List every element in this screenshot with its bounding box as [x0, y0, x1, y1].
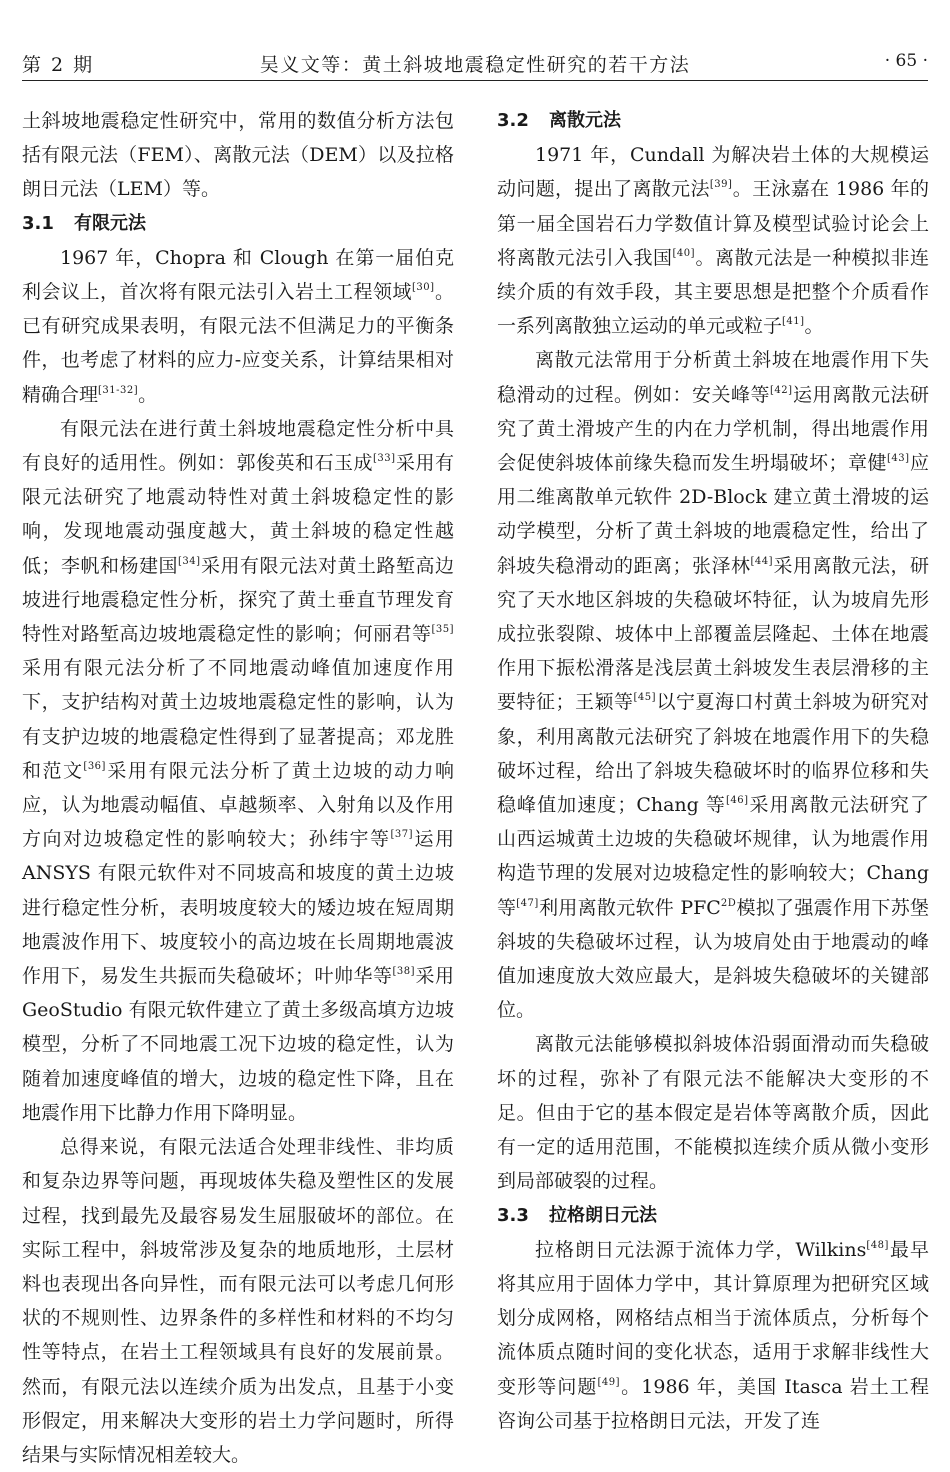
running-header [22, 50, 928, 81]
left-column [22, 104, 454, 1472]
page-number: · 65 · [884, 51, 928, 71]
citation-45: [45] [633, 692, 657, 704]
paragraph-intro-continued: 土斜坡地震稳定性研究中，常用的数值分析方法包括有限元法（FEM）、离散元法（DEM）以及拉格朗日元法（LEM）等。 [22, 110, 454, 201]
section-title: 拉格朗日元法 [549, 1204, 657, 1226]
pfc-superscript: 2D [720, 897, 737, 909]
citation-43: [43] [886, 453, 910, 465]
section-number: 3.3 [497, 1204, 529, 1226]
citation-46: [46] [725, 795, 749, 807]
citation-42: [42] [769, 384, 793, 396]
paragraph-dem-applications: 离散元法常用于分析黄土斜坡在地震作用下失稳滑动的过程。例如：安关峰等[42]运用离散元法研究了黄土滑坡产生的内在力学机制，得出地震作用会促使斜坡体前缘失稳而发生坍塌破坏；章健[43]应用二维离散单元软件 2D-Block 建立黄土滑坡的运动学模型，分析了黄土斜坡的地震稳定性，给出了斜坡失稳滑动的距离；张泽林[44]采用离散元法，研究了天水地区斜坡的失稳破坏特征，认为坡肩先形成拉张裂隙、坡体中上部覆盖层隆起、土体在地震作用下振松滑落是浅层黄土斜坡发生表层滑移的主要特征；王颖等[45]以宁夏海口村黄土斜坡为研究对象，利用离散元法研究了斜坡在地震作用下的失稳破坏过程，给出了斜坡失稳破坏时的临界位移和失稳峰值加速度；Chang 等[46]采用离散元法研究了山西运城黄土边坡的失稳破坏规律，认为地震作用构造节理的发展对边坡稳定性的影响较大；Chang 等[47]利用离散元软件 $PFC^{2D}$模拟了强震作用下苏堡斜坡的失稳破坏过程，认为坡肩处由于地震动的峰值加速度放大效应最大，是斜坡失稳破坏的关键部位。 [497, 349, 929, 1022]
citation-40: [40] [672, 247, 696, 259]
citation-37: [37] [390, 829, 414, 841]
citation-47: [47] [516, 897, 539, 909]
issue-number: 第 2 期 [22, 54, 95, 76]
section-title: 有限元法 [74, 212, 146, 234]
section-heading-3-3 [497, 1199, 929, 1233]
citation-49: [49] [597, 1376, 621, 1388]
citation-38: [38] [392, 966, 415, 978]
paragraph-fem-applications: 有限元法在进行黄土斜坡地震稳定性分析中具有良好的适用性。例如：郭俊英和石玉成[33]采用有限元法研究了地震动特性对黄土斜坡稳定性的影响，发现地震动强度越大，黄土斜坡的稳定性越低；李帆和杨建国[34]采用有限元法对黄土路堑高边坡进行地震稳定性分析，探究了黄土垂直节理发育特性对路堑高边坡地震稳定性的影响；何丽君等[35]采用有限元法分析了不同地震动峰值加速度作用下，支护结构对黄土边坡地震稳定性的影响，认为有支护边坡的地震稳定性得到了显著提高；邓龙胜和范文[36]采用有限元法分析了黄土边坡的动力响应，认为地震动幅值、卓越频率、入射角以及作用方向对边坡稳定性的影响较大；孙纬宇等[37]运用 ANSYS 有限元软件对不同坡高和坡度的黄土边坡进行稳定性分析，表明坡度较大的矮边坡在短周期地震波作用下、坡度较小的高边坡在长周期地震波作用下，易发生共振而失稳破坏；叶帅华等[38]采用 GeoStudio 有限元软件建立了黄土多级高填方边坡模型，分析了不同地震工况下边坡的稳定性，认为随着加速度峰值的增大，边坡的稳定性下降，且在地震作用下比静力作用下降明显。 [22, 417, 454, 1124]
paragraph-fem-history: 1967 年，Chopra 和 Clough 在第一届伯克利会议上，首次将有限元法引入岩土工程领域[30]。已有研究成果表明，有限元法不但满足力的平衡条件，也考虑了材料的应力-应变关系，计算结果相对精确合理[31-32]。 [22, 246, 454, 406]
citation-30: [30] [411, 282, 435, 294]
paragraph-fem-summary: 总得来说，有限元法适合处理非线性、非均质和复杂边界等问题，再现坡体失稳及塑性区的发展过程，找到最先及最容易发生屈服破坏的部位。在实际工程中，斜坡常涉及复杂的地质地形，土层材料也表现出各向异性，而有限元法可以考虑几何形状的不规则性、边界条件的多样性和材料的不均匀性等特点，在岩土工程领域具有良好的发展前景。然而，有限元法以连续介质为出发点，且基于小变形假定，用来解决大变形的岩土力学问题时，所得结果与实际情况相差较大。 [22, 1136, 454, 1466]
section-heading-3-2 [497, 104, 929, 138]
citation-35: [35] [431, 624, 454, 636]
right-column [497, 104, 929, 1438]
citation-48: [48] [866, 1239, 889, 1251]
citation-31-32: [31-32] [98, 384, 139, 396]
section-number: 3.2 [497, 110, 529, 131]
citation-36: [36] [83, 760, 106, 772]
citation-44: [44] [750, 555, 773, 567]
paragraph-lem-intro: 拉格朗日元法源于流体力学，Wilkins[48]最早将其应用于固体力学中，其计算原理为把研究区域划分成网格，网格结点相当于流体质点，分析每个流体质点随时间的变化状态，适用于求解非线性大变形等问题[49]。1986 年，美国 Itasca 岩土工程咨询公司基于拉格朗日元法，开发了连 [497, 1238, 929, 1432]
citation-33: [33] [372, 453, 396, 465]
section-heading-3-1 [22, 207, 454, 241]
running-title: 吴义文等：黄土斜坡地震稳定性研究的若干方法 [259, 54, 691, 76]
citation-41: [41] [782, 316, 805, 328]
citation-34: [34] [177, 555, 201, 567]
paragraph-dem-summary: 离散元法能够模拟斜坡体沿弱面滑动而失稳破坏的过程，弥补了有限元法不能解决大变形的不足。但由于它的基本假定是岩体等离散介质，因此有一定的适用范围，不能模拟连续介质从微小变形到局部破裂的过程。 [497, 1033, 929, 1193]
section-title: 离散元法 [549, 110, 621, 131]
citation-39: [39] [709, 179, 733, 191]
paragraph-dem-history: 1971 年，Cundall 为解决岩土体的大规模运动问题，提出了离散元法[39]。王泳嘉在 1986 年的第一届全国岩石力学数值计算及模型试验讨论会上将离散元法引入我国[40]。离散元法是一种模拟非连续介质的有效手段，其主要思想是把整个介质看作一系列离散独立运动的单元或粒子[41]。 [497, 144, 929, 338]
section-number: 3.1 [22, 212, 54, 234]
